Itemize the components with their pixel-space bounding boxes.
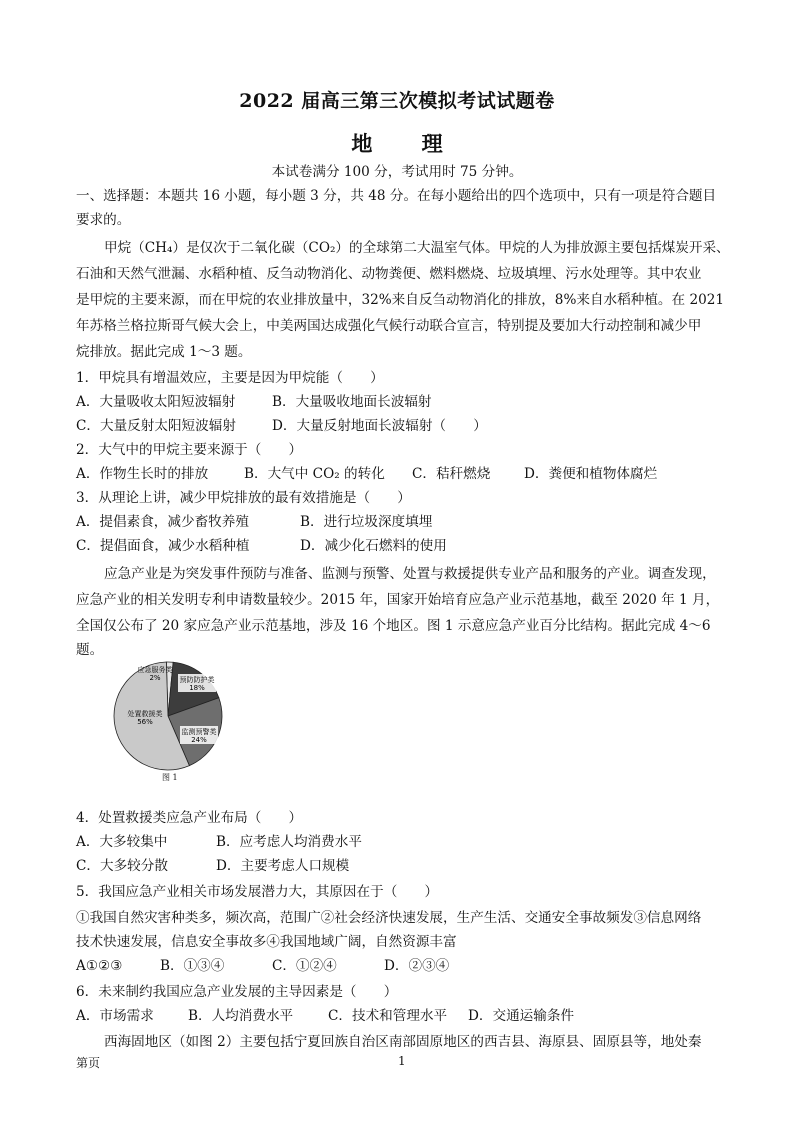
q3-option-c: C．提倡面食，减少水稻种植 bbox=[76, 538, 250, 554]
pie-slice-label: 监测预警类 bbox=[181, 728, 217, 736]
q4-options-row2 bbox=[76, 854, 724, 878]
exam-title: 2022 届高三第三次模拟考试试题卷 bbox=[239, 90, 555, 112]
section-intro-line2: 要求的。 bbox=[76, 212, 131, 228]
subject-title: 地 理 bbox=[351, 131, 443, 156]
q2-option-a: A．作物生长时的排放 bbox=[76, 466, 209, 482]
q1-stem: 1．甲烷具有增温效应，主要是因为甲烷能（ ） bbox=[76, 370, 384, 386]
q1-option-b: B．大量吸收地面长波辐射 bbox=[272, 394, 432, 410]
pie-slice-label: 处置救援类 bbox=[127, 710, 163, 718]
passage1-line2: 石油和天然气泄漏、水稻种植、反刍动物消化、动物粪便、燃料燃烧、垃圾填埋、污水处理等。其中农业 bbox=[76, 266, 702, 282]
q6-option-c: C．技术和管理水平 bbox=[328, 1008, 448, 1024]
passage2-line1: 应急产业是为突发事件预防与准备、监测与预警、处置与救援提供专业产品和服务的产业。调查发现， bbox=[104, 566, 716, 582]
q3-stem: 3．从理论上讲，减少甲烷排放的最有效措施是（ ） bbox=[76, 490, 411, 506]
passage2-line4: 题。 bbox=[76, 642, 104, 658]
footer-page-number: 1 bbox=[398, 1054, 406, 1068]
passage1-line1: 甲烷（CH₄）是仅次于二氧化碳（CO₂）的全球第二大温室气体。甲烷的人为排放源主要包括煤炭开采、 bbox=[104, 240, 730, 256]
q6-option-b: B．人均消费水平 bbox=[188, 1008, 294, 1024]
q6-options-row bbox=[76, 1004, 724, 1028]
passage1-line4: 年苏格兰格拉斯哥气候大会上，中美两国达成强化气候行动联合宣言，特别提及要加大行动控制和减少甲 bbox=[76, 318, 702, 334]
q1-option-a: A．大量吸收太阳短波辐射 bbox=[76, 394, 236, 410]
pie-slice-percent: 56% bbox=[137, 718, 153, 726]
pie-slice-percent: 2% bbox=[149, 674, 161, 682]
pie-figure bbox=[100, 660, 240, 772]
passage2-line2: 应急产业的相关发明专利申请数量较少。2015 年，国家开始培育应急产业示范基地，截至 2020 年 1 月， bbox=[76, 592, 720, 608]
passage1-line3: 是甲烷的主要来源，而在甲烷的农业排放量中，32%来自反刍动物消化的排放，8%来自水稻种植。在 2021 bbox=[76, 292, 725, 308]
q3-option-b: B．进行垃圾深度填埋 bbox=[300, 514, 433, 530]
q5-option-b: B．①③④ bbox=[160, 958, 225, 974]
pie-slice-percent: 24% bbox=[191, 736, 207, 744]
q1-option-c: C．大量反射太阳短波辐射 bbox=[76, 418, 236, 434]
q5-options-row bbox=[76, 954, 724, 978]
q5-option-a: A①②③ bbox=[76, 958, 123, 974]
q5-stem: 5．我国应急产业相关市场发展潜力大，其原因在于（ ） bbox=[76, 884, 439, 900]
q5-items-line2: 技术快速发展，信息安全事故多④我国地域广阔，自然资源丰富 bbox=[76, 934, 457, 950]
q4-option-b: B．应考虑人均消费水平 bbox=[216, 834, 362, 850]
q5-items-line1: ①我国自然灾害种类多，频次高，范围广②社会经济快速发展，生产生活、交通安全事故频发③信息网络 bbox=[76, 910, 702, 926]
passage1-line5: 烷排放。据此完成 1～3 题。 bbox=[76, 344, 252, 360]
q1-options-row1 bbox=[76, 390, 724, 414]
passage2-line3: 全国仅公布了 20 家应急产业示范基地，涉及 16 个地区。图 1 示意应急产业百分比结构。据此完成 4～6 bbox=[76, 618, 711, 634]
q3-option-d: D．减少化石燃料的使用 bbox=[300, 538, 447, 554]
q6-stem: 6．未来制约我国应急产业发展的主导因素是（ ） bbox=[76, 984, 398, 1000]
passage3-line1: 西海固地区（如图 2）主要包括宁夏回族自治区南部固原地区的西吉县、海原县、固原县等，地处秦 bbox=[104, 1034, 702, 1050]
q2-options-row bbox=[76, 462, 724, 486]
q4-stem: 4．处置救援类应急产业布局（ ） bbox=[76, 810, 303, 826]
q4-option-d: D．主要考虑人口规模 bbox=[216, 858, 350, 874]
q2-option-d: D．粪便和植物体腐烂 bbox=[524, 466, 658, 482]
q4-option-a: A．大多较集中 bbox=[76, 834, 168, 850]
q2-stem: 2．大气中的甲烷主要来源于（ ） bbox=[76, 442, 303, 458]
q1-options-row2 bbox=[76, 414, 724, 438]
q6-option-a: A．市场需求 bbox=[76, 1008, 154, 1024]
q6-option-d: D．交通运输条件 bbox=[468, 1008, 575, 1024]
pie-slice-label: 预防防护类 bbox=[179, 676, 215, 684]
pie-slice-percent: 18% bbox=[189, 684, 205, 692]
q5-option-c: C．①②④ bbox=[272, 958, 337, 974]
q3-options-row2 bbox=[76, 534, 724, 558]
q3-options-row1 bbox=[76, 510, 724, 534]
q3-option-a: A．提倡素食，减少畜牧养殖 bbox=[76, 514, 249, 530]
q2-option-c: C．秸秆燃烧 bbox=[412, 466, 491, 482]
section-intro-line1: 一、选择题：本题共 16 小题，每小题 3 分，共 48 分。在每小题给出的四个选项中，只有一项是符合题目 bbox=[76, 188, 717, 204]
q4-option-c: C．大多较分散 bbox=[76, 858, 168, 874]
pie-slice-label: 应急服务类 bbox=[137, 666, 173, 674]
q2-option-b: B．大气中 CO₂ 的转化 bbox=[244, 466, 385, 482]
q1-option-d: D．大量反射地面长波辐射（ ） bbox=[272, 418, 487, 434]
footer-page-label: 第页 bbox=[76, 1056, 101, 1070]
figure-caption: 图 1 bbox=[162, 773, 178, 782]
exam-note: 本试卷满分 100 分，考试用时 75 分钟。 bbox=[271, 164, 523, 180]
q4-options-row1 bbox=[76, 830, 724, 854]
q5-option-d: D．②③④ bbox=[384, 958, 450, 974]
pie-chart bbox=[100, 660, 240, 772]
